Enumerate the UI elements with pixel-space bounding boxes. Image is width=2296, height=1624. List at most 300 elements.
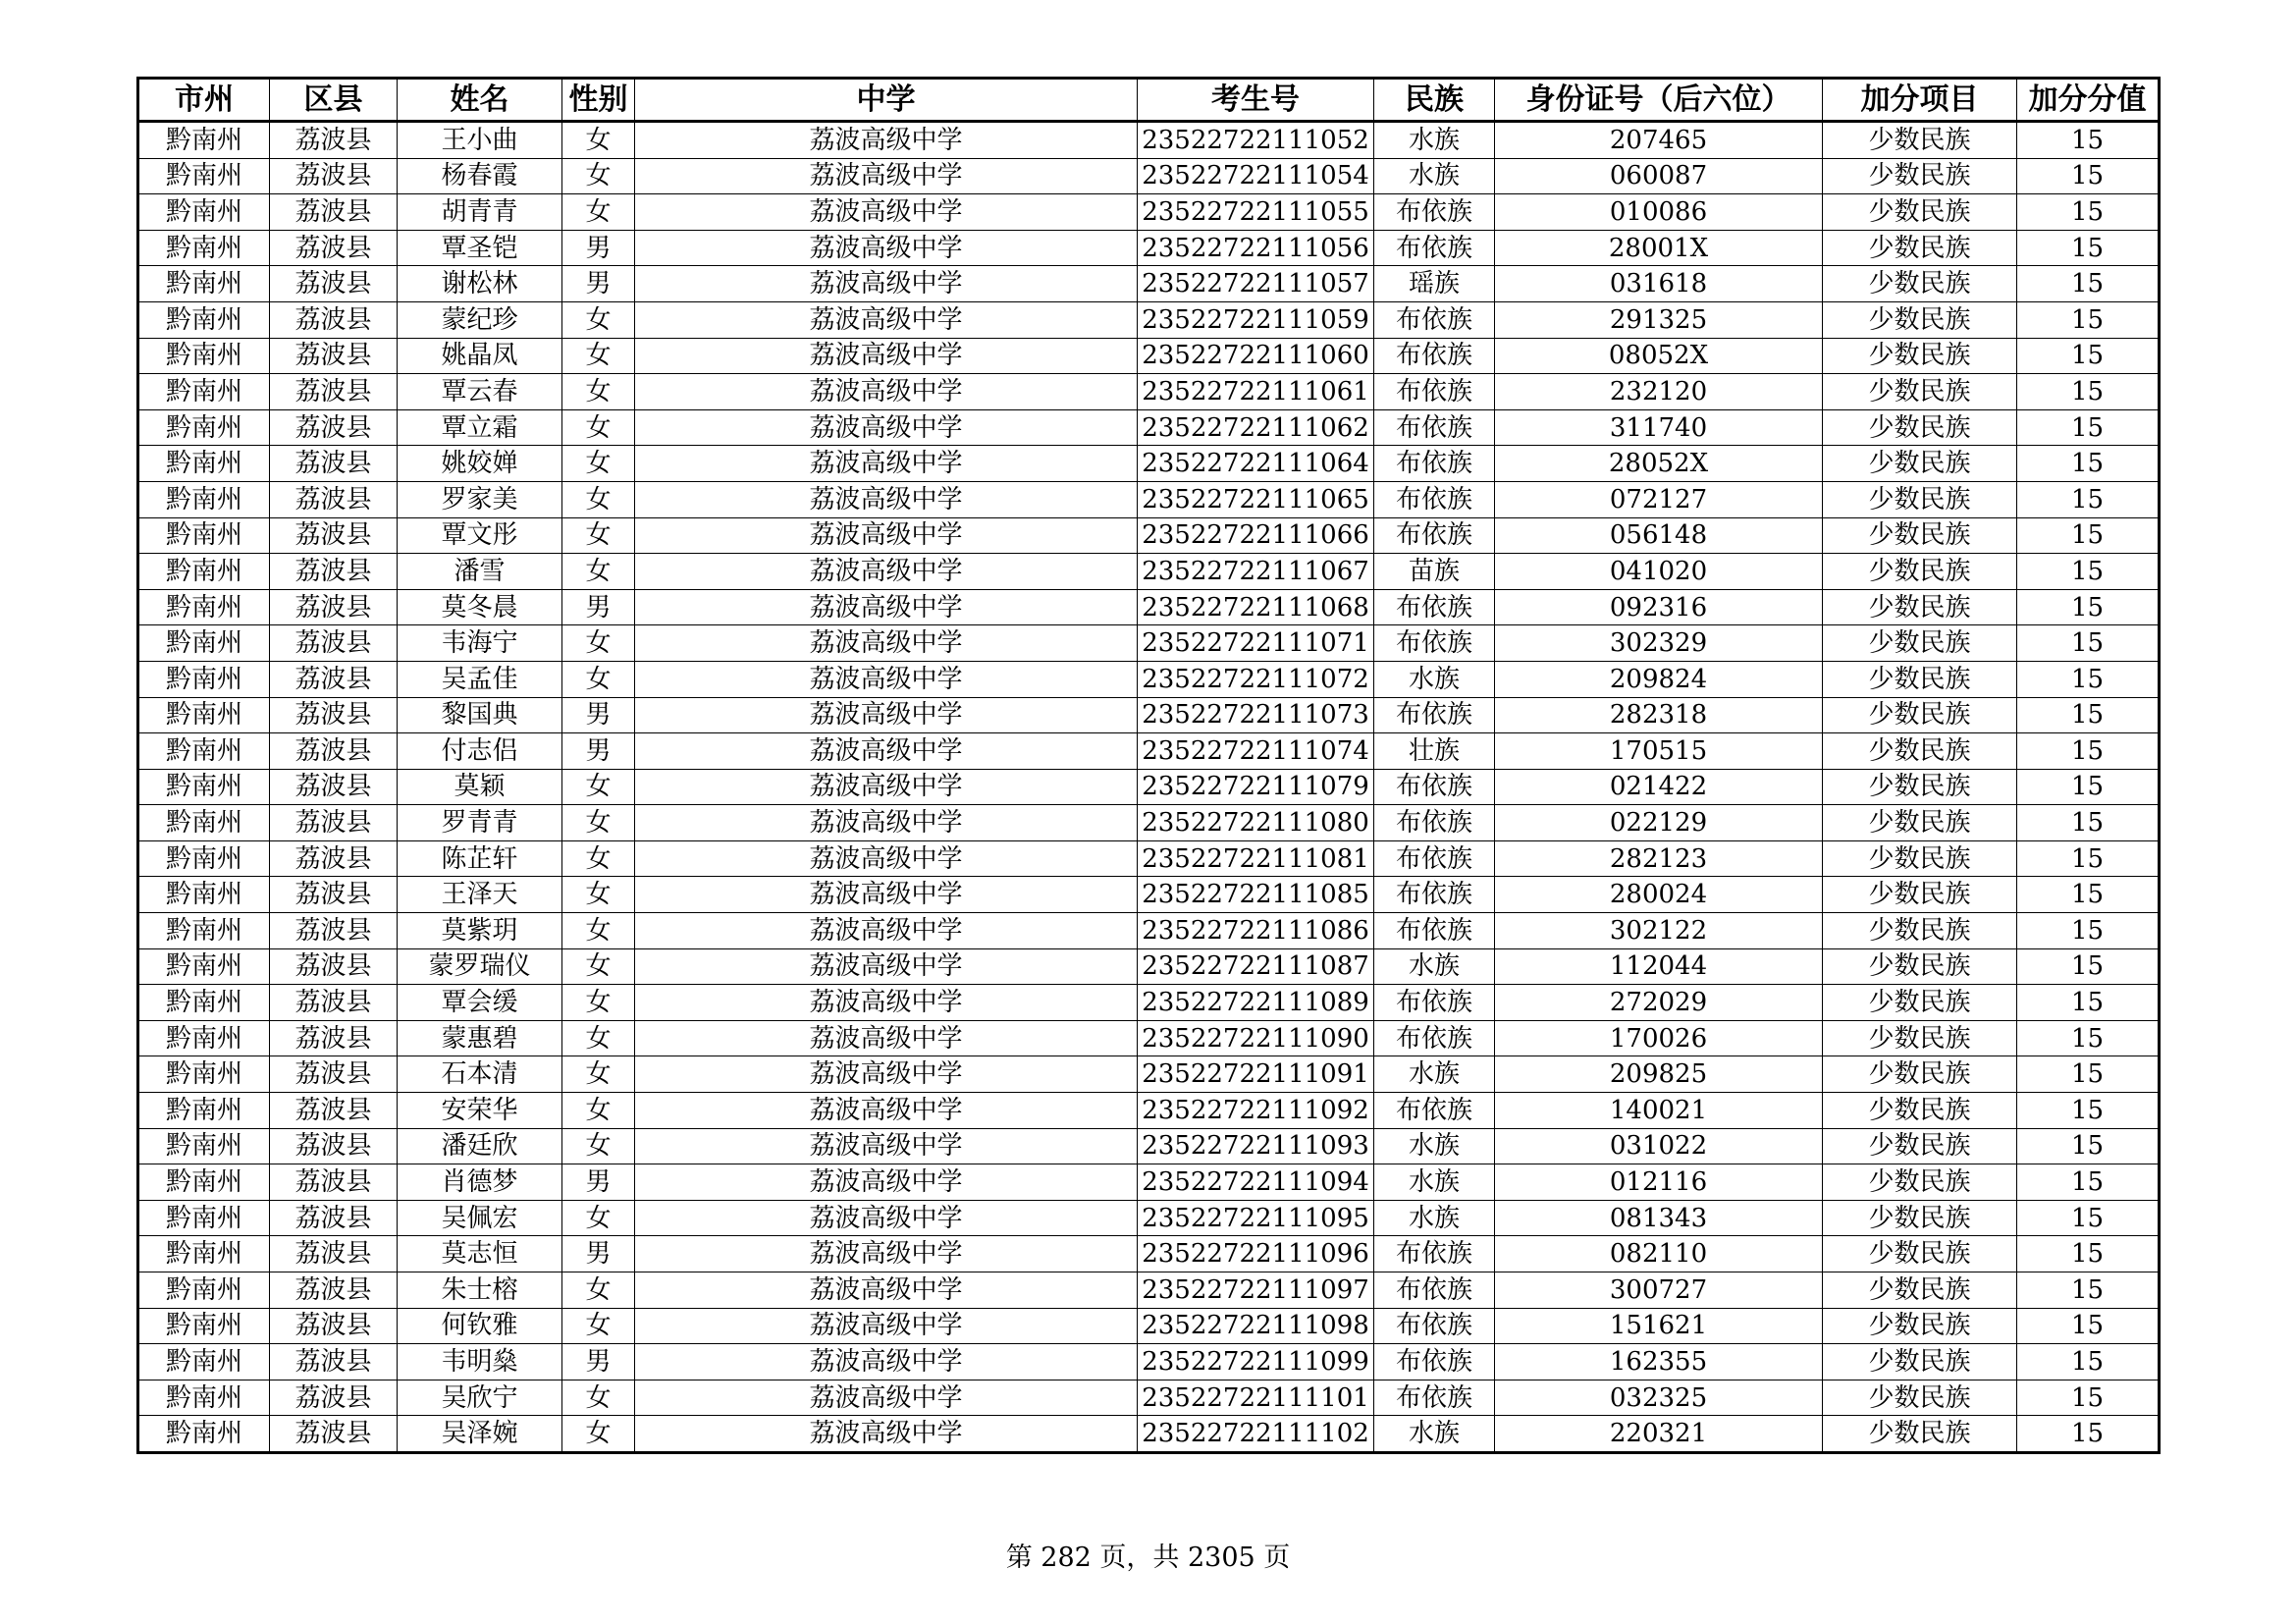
cell-bonus-item: 少数民族	[1823, 409, 2017, 446]
cell-city: 黔南州	[138, 1236, 270, 1272]
cell-city: 黔南州	[138, 1056, 270, 1093]
cell-county: 荔波县	[270, 1236, 398, 1272]
cell-bonus-item: 少数民族	[1823, 589, 2017, 625]
cell-county: 荔波县	[270, 230, 398, 266]
cell-bonus-value: 15	[2017, 1380, 2160, 1416]
cell-name: 韦海宁	[398, 625, 562, 662]
cell-gender: 男	[562, 230, 635, 266]
cell-ethnicity: 布依族	[1374, 446, 1495, 482]
cell-name: 安荣华	[398, 1093, 562, 1129]
cell-gender: 女	[562, 194, 635, 231]
cell-county: 荔波县	[270, 301, 398, 338]
cell-bonus-item: 少数民族	[1823, 913, 2017, 949]
cell-name: 肖德梦	[398, 1164, 562, 1201]
cell-county: 荔波县	[270, 446, 398, 482]
cell-city: 黔南州	[138, 1344, 270, 1380]
cell-school: 荔波高级中学	[635, 409, 1138, 446]
cell-name: 蒙罗瑞仪	[398, 948, 562, 985]
cell-ethnicity: 布依族	[1374, 1236, 1495, 1272]
cell-city: 黔南州	[138, 805, 270, 841]
cell-city: 黔南州	[138, 554, 270, 590]
cell-id-last-six: 021422	[1495, 769, 1823, 805]
cell-id-last-six: 28052X	[1495, 446, 1823, 482]
table-row	[138, 589, 2160, 625]
table-row	[138, 1056, 2160, 1093]
cell-bonus-value: 15	[2017, 1200, 2160, 1236]
cell-id-last-six: 010086	[1495, 194, 1823, 231]
cell-id-last-six: 081343	[1495, 1200, 1823, 1236]
cell-name: 韦明燊	[398, 1344, 562, 1380]
header-exam-number: 考生号	[1138, 79, 1374, 122]
page-footer: 第 282 页，共 2305 页	[1005, 1543, 1291, 1573]
table-row	[138, 1236, 2160, 1272]
cell-ethnicity: 壮族	[1374, 733, 1495, 770]
cell-bonus-value: 15	[2017, 122, 2160, 159]
cell-county: 荔波县	[270, 625, 398, 662]
cell-bonus-value: 15	[2017, 1056, 2160, 1093]
cell-gender: 女	[562, 1020, 635, 1056]
cell-county: 荔波县	[270, 481, 398, 517]
table-row	[138, 948, 2160, 985]
cell-bonus-value: 15	[2017, 948, 2160, 985]
cell-exam-number: 23522722111094	[1138, 1164, 1374, 1201]
cell-gender: 女	[562, 948, 635, 985]
cell-exam-number: 23522722111096	[1138, 1236, 1374, 1272]
cell-bonus-value: 15	[2017, 481, 2160, 517]
cell-city: 黔南州	[138, 1308, 270, 1344]
cell-name: 杨春霞	[398, 158, 562, 194]
cell-bonus-value: 15	[2017, 1416, 2160, 1453]
cell-county: 荔波县	[270, 913, 398, 949]
cell-gender: 女	[562, 625, 635, 662]
cell-city: 黔南州	[138, 840, 270, 877]
cell-school: 荔波高级中学	[635, 266, 1138, 302]
cell-ethnicity: 苗族	[1374, 554, 1495, 590]
cell-gender: 女	[562, 301, 635, 338]
cell-bonus-item: 少数民族	[1823, 481, 2017, 517]
cell-bonus-value: 15	[2017, 338, 2160, 374]
cell-name: 罗青青	[398, 805, 562, 841]
cell-id-last-six: 170026	[1495, 1020, 1823, 1056]
table-row	[138, 733, 2160, 770]
cell-bonus-item: 少数民族	[1823, 301, 2017, 338]
cell-id-last-six: 082110	[1495, 1236, 1823, 1272]
cell-school: 荔波高级中学	[635, 194, 1138, 231]
cell-school: 荔波高级中学	[635, 1344, 1138, 1380]
cell-bonus-value: 15	[2017, 1236, 2160, 1272]
cell-name: 覃圣铠	[398, 230, 562, 266]
cell-gender: 女	[562, 1308, 635, 1344]
cell-gender: 女	[562, 840, 635, 877]
cell-bonus-item: 少数民族	[1823, 805, 2017, 841]
cell-name: 王小曲	[398, 122, 562, 159]
cell-ethnicity: 布依族	[1374, 1308, 1495, 1344]
cell-ethnicity: 布依族	[1374, 481, 1495, 517]
cell-gender: 女	[562, 985, 635, 1021]
cell-exam-number: 23522722111098	[1138, 1308, 1374, 1344]
cell-id-last-six: 207465	[1495, 122, 1823, 159]
cell-county: 荔波县	[270, 338, 398, 374]
cell-name: 潘廷欣	[398, 1128, 562, 1164]
cell-county: 荔波县	[270, 1128, 398, 1164]
cell-id-last-six: 28001X	[1495, 230, 1823, 266]
cell-gender: 女	[562, 877, 635, 913]
cell-bonus-item: 少数民族	[1823, 769, 2017, 805]
cell-county: 荔波县	[270, 554, 398, 590]
cell-exam-number: 23522722111052	[1138, 122, 1374, 159]
cell-name: 吴欣宁	[398, 1380, 562, 1416]
table-row	[138, 1128, 2160, 1164]
cell-school: 荔波高级中学	[635, 338, 1138, 374]
cell-exam-number: 23522722111057	[1138, 266, 1374, 302]
cell-exam-number: 23522722111091	[1138, 1056, 1374, 1093]
cell-name: 王泽天	[398, 877, 562, 913]
cell-ethnicity: 布依族	[1374, 409, 1495, 446]
cell-city: 黔南州	[138, 301, 270, 338]
cell-bonus-value: 15	[2017, 409, 2160, 446]
table-row	[138, 1200, 2160, 1236]
cell-county: 荔波县	[270, 840, 398, 877]
table-row	[138, 1272, 2160, 1309]
cell-ethnicity: 布依族	[1374, 589, 1495, 625]
cell-exam-number: 23522722111092	[1138, 1093, 1374, 1129]
cell-ethnicity: 布依族	[1374, 840, 1495, 877]
cell-bonus-value: 15	[2017, 625, 2160, 662]
table-row	[138, 194, 2160, 231]
cell-name: 石本清	[398, 1056, 562, 1093]
cell-city: 黔南州	[138, 158, 270, 194]
cell-county: 荔波县	[270, 948, 398, 985]
cell-bonus-item: 少数民族	[1823, 554, 2017, 590]
table-row	[138, 374, 2160, 410]
cell-exam-number: 23522722111054	[1138, 158, 1374, 194]
cell-city: 黔南州	[138, 1164, 270, 1201]
cell-city: 黔南州	[138, 697, 270, 733]
cell-id-last-six: 280024	[1495, 877, 1823, 913]
header-bonus-item: 加分项目	[1823, 79, 2017, 122]
cell-exam-number: 23522722111055	[1138, 194, 1374, 231]
cell-name: 姚晶凤	[398, 338, 562, 374]
cell-id-last-six: 022129	[1495, 805, 1823, 841]
cell-name: 吴佩宏	[398, 1200, 562, 1236]
cell-bonus-item: 少数民族	[1823, 1344, 2017, 1380]
cell-bonus-value: 15	[2017, 517, 2160, 554]
cell-bonus-value: 15	[2017, 913, 2160, 949]
cell-exam-number: 23522722111093	[1138, 1128, 1374, 1164]
cell-id-last-six: 282123	[1495, 840, 1823, 877]
cell-ethnicity: 水族	[1374, 1200, 1495, 1236]
cell-school: 荔波高级中学	[635, 1128, 1138, 1164]
table-row	[138, 301, 2160, 338]
cell-gender: 女	[562, 1380, 635, 1416]
cell-bonus-value: 15	[2017, 266, 2160, 302]
cell-bonus-item: 少数民族	[1823, 1093, 2017, 1129]
cell-name: 蒙纪珍	[398, 301, 562, 338]
cell-school: 荔波高级中学	[635, 554, 1138, 590]
cell-county: 荔波县	[270, 1344, 398, 1380]
cell-exam-number: 23522722111102	[1138, 1416, 1374, 1453]
cell-ethnicity: 布依族	[1374, 301, 1495, 338]
cell-bonus-value: 15	[2017, 158, 2160, 194]
cell-county: 荔波县	[270, 805, 398, 841]
cell-id-last-six: 209825	[1495, 1056, 1823, 1093]
cell-id-last-six: 302122	[1495, 913, 1823, 949]
cell-id-last-six: 032325	[1495, 1380, 1823, 1416]
cell-bonus-item: 少数民族	[1823, 1380, 2017, 1416]
cell-id-last-six: 220321	[1495, 1416, 1823, 1453]
cell-name: 何钦雅	[398, 1308, 562, 1344]
cell-bonus-item: 少数民族	[1823, 840, 2017, 877]
cell-exam-number: 23522722111062	[1138, 409, 1374, 446]
cell-gender: 女	[562, 913, 635, 949]
cell-ethnicity: 水族	[1374, 1128, 1495, 1164]
cell-county: 荔波县	[270, 122, 398, 159]
cell-city: 黔南州	[138, 230, 270, 266]
cell-city: 黔南州	[138, 877, 270, 913]
cell-name: 谢松林	[398, 266, 562, 302]
cell-id-last-six: 112044	[1495, 948, 1823, 985]
cell-ethnicity: 布依族	[1374, 1272, 1495, 1309]
cell-gender: 女	[562, 517, 635, 554]
cell-exam-number: 23522722111086	[1138, 913, 1374, 949]
cell-ethnicity: 水族	[1374, 1164, 1495, 1201]
cell-bonus-item: 少数民族	[1823, 625, 2017, 662]
cell-ethnicity: 布依族	[1374, 913, 1495, 949]
cell-bonus-item: 少数民族	[1823, 194, 2017, 231]
cell-ethnicity: 水族	[1374, 158, 1495, 194]
table-row	[138, 338, 2160, 374]
cell-exam-number: 23522722111071	[1138, 625, 1374, 662]
cell-city: 黔南州	[138, 409, 270, 446]
cell-name: 覃会缓	[398, 985, 562, 1021]
cell-county: 荔波县	[270, 661, 398, 697]
table-row	[138, 985, 2160, 1021]
cell-ethnicity: 布依族	[1374, 1344, 1495, 1380]
cell-gender: 男	[562, 266, 635, 302]
cell-name: 罗家美	[398, 481, 562, 517]
cell-bonus-value: 15	[2017, 589, 2160, 625]
cell-bonus-item: 少数民族	[1823, 1272, 2017, 1309]
header-city: 市州	[138, 79, 270, 122]
cell-id-last-six: 041020	[1495, 554, 1823, 590]
cell-school: 荔波高级中学	[635, 985, 1138, 1021]
cell-bonus-value: 15	[2017, 1093, 2160, 1129]
cell-exam-number: 23522722111095	[1138, 1200, 1374, 1236]
cell-bonus-item: 少数民族	[1823, 266, 2017, 302]
cell-school: 荔波高级中学	[635, 122, 1138, 159]
table-header-row	[138, 79, 2160, 122]
cell-exam-number: 23522722111090	[1138, 1020, 1374, 1056]
cell-exam-number: 23522722111081	[1138, 840, 1374, 877]
cell-city: 黔南州	[138, 338, 270, 374]
table-row	[138, 805, 2160, 841]
cell-bonus-value: 15	[2017, 661, 2160, 697]
cell-school: 荔波高级中学	[635, 877, 1138, 913]
table-row	[138, 554, 2160, 590]
cell-ethnicity: 水族	[1374, 1416, 1495, 1453]
bonus-points-table	[136, 77, 2161, 1454]
cell-id-last-six: 056148	[1495, 517, 1823, 554]
cell-county: 荔波县	[270, 517, 398, 554]
cell-gender: 女	[562, 122, 635, 159]
cell-exam-number: 23522722111060	[1138, 338, 1374, 374]
table-row	[138, 409, 2160, 446]
cell-bonus-value: 15	[2017, 446, 2160, 482]
cell-county: 荔波县	[270, 733, 398, 770]
cell-city: 黔南州	[138, 733, 270, 770]
cell-gender: 女	[562, 1416, 635, 1453]
cell-id-last-six: 012116	[1495, 1164, 1823, 1201]
table-row	[138, 1416, 2160, 1453]
cell-name: 付志侣	[398, 733, 562, 770]
table-row	[138, 913, 2160, 949]
cell-school: 荔波高级中学	[635, 769, 1138, 805]
table-row	[138, 625, 2160, 662]
cell-school: 荔波高级中学	[635, 1020, 1138, 1056]
header-ethnicity: 民族	[1374, 79, 1495, 122]
cell-gender: 女	[562, 769, 635, 805]
cell-gender: 女	[562, 409, 635, 446]
cell-exam-number: 23522722111087	[1138, 948, 1374, 985]
cell-city: 黔南州	[138, 985, 270, 1021]
cell-ethnicity: 布依族	[1374, 877, 1495, 913]
header-name: 姓名	[398, 79, 562, 122]
cell-gender: 女	[562, 1272, 635, 1309]
cell-school: 荔波高级中学	[635, 158, 1138, 194]
cell-ethnicity: 瑶族	[1374, 266, 1495, 302]
cell-county: 荔波县	[270, 266, 398, 302]
cell-city: 黔南州	[138, 589, 270, 625]
table-row	[138, 158, 2160, 194]
cell-bonus-value: 15	[2017, 840, 2160, 877]
cell-ethnicity: 布依族	[1374, 194, 1495, 231]
cell-school: 荔波高级中学	[635, 913, 1138, 949]
cell-bonus-item: 少数民族	[1823, 1200, 2017, 1236]
cell-bonus-value: 15	[2017, 733, 2160, 770]
cell-name: 莫冬晨	[398, 589, 562, 625]
cell-bonus-value: 15	[2017, 1308, 2160, 1344]
table-row	[138, 481, 2160, 517]
cell-name: 吴孟佳	[398, 661, 562, 697]
cell-ethnicity: 布依族	[1374, 230, 1495, 266]
cell-school: 荔波高级中学	[635, 948, 1138, 985]
cell-name: 姚姣婵	[398, 446, 562, 482]
cell-county: 荔波县	[270, 1308, 398, 1344]
cell-name: 覃云春	[398, 374, 562, 410]
cell-school: 荔波高级中学	[635, 1308, 1138, 1344]
cell-name: 覃文彤	[398, 517, 562, 554]
cell-county: 荔波县	[270, 194, 398, 231]
cell-name: 胡青青	[398, 194, 562, 231]
table-row	[138, 769, 2160, 805]
cell-ethnicity: 布依族	[1374, 625, 1495, 662]
cell-ethnicity: 布依族	[1374, 1093, 1495, 1129]
table-row	[138, 517, 2160, 554]
cell-city: 黔南州	[138, 1272, 270, 1309]
table-row	[138, 1093, 2160, 1129]
cell-gender: 女	[562, 661, 635, 697]
cell-bonus-value: 15	[2017, 1344, 2160, 1380]
cell-id-last-six: 282318	[1495, 697, 1823, 733]
cell-city: 黔南州	[138, 661, 270, 697]
cell-ethnicity: 布依族	[1374, 805, 1495, 841]
cell-bonus-item: 少数民族	[1823, 661, 2017, 697]
cell-exam-number: 23522722111061	[1138, 374, 1374, 410]
cell-city: 黔南州	[138, 1128, 270, 1164]
cell-bonus-item: 少数民族	[1823, 733, 2017, 770]
cell-bonus-item: 少数民族	[1823, 1236, 2017, 1272]
cell-bonus-value: 15	[2017, 985, 2160, 1021]
cell-bonus-item: 少数民族	[1823, 1128, 2017, 1164]
cell-id-last-six: 272029	[1495, 985, 1823, 1021]
cell-school: 荔波高级中学	[635, 481, 1138, 517]
cell-city: 黔南州	[138, 481, 270, 517]
cell-exam-number: 23522722111059	[1138, 301, 1374, 338]
cell-bonus-item: 少数民族	[1823, 1308, 2017, 1344]
cell-city: 黔南州	[138, 446, 270, 482]
cell-exam-number: 23522722111073	[1138, 697, 1374, 733]
cell-exam-number: 23522722111056	[1138, 230, 1374, 266]
cell-school: 荔波高级中学	[635, 1236, 1138, 1272]
cell-gender: 女	[562, 374, 635, 410]
cell-exam-number: 23522722111065	[1138, 481, 1374, 517]
cell-bonus-value: 15	[2017, 301, 2160, 338]
cell-gender: 女	[562, 446, 635, 482]
cell-exam-number: 23522722111085	[1138, 877, 1374, 913]
table-row	[138, 1380, 2160, 1416]
cell-bonus-value: 15	[2017, 1020, 2160, 1056]
cell-county: 荔波县	[270, 589, 398, 625]
cell-city: 黔南州	[138, 1020, 270, 1056]
cell-county: 荔波县	[270, 158, 398, 194]
cell-id-last-six: 170515	[1495, 733, 1823, 770]
cell-id-last-six: 311740	[1495, 409, 1823, 446]
cell-city: 黔南州	[138, 517, 270, 554]
cell-name: 莫志恒	[398, 1236, 562, 1272]
cell-name: 吴泽婉	[398, 1416, 562, 1453]
cell-id-last-six: 162355	[1495, 1344, 1823, 1380]
cell-bonus-item: 少数民族	[1823, 697, 2017, 733]
cell-exam-number: 23522722111080	[1138, 805, 1374, 841]
cell-bonus-item: 少数民族	[1823, 158, 2017, 194]
cell-county: 荔波县	[270, 1093, 398, 1129]
table-row	[138, 446, 2160, 482]
cell-gender: 男	[562, 733, 635, 770]
cell-county: 荔波县	[270, 1380, 398, 1416]
cell-city: 黔南州	[138, 769, 270, 805]
cell-school: 荔波高级中学	[635, 589, 1138, 625]
cell-ethnicity: 水族	[1374, 661, 1495, 697]
cell-bonus-value: 15	[2017, 877, 2160, 913]
cell-exam-number: 23522722111089	[1138, 985, 1374, 1021]
cell-bonus-item: 少数民族	[1823, 122, 2017, 159]
table-row	[138, 840, 2160, 877]
cell-exam-number: 23522722111064	[1138, 446, 1374, 482]
cell-bonus-value: 15	[2017, 230, 2160, 266]
table-row	[138, 1308, 2160, 1344]
cell-id-last-six: 140021	[1495, 1093, 1823, 1129]
cell-name: 莫颖	[398, 769, 562, 805]
cell-id-last-six: 060087	[1495, 158, 1823, 194]
cell-name: 覃立霜	[398, 409, 562, 446]
cell-school: 荔波高级中学	[635, 1272, 1138, 1309]
cell-bonus-item: 少数民族	[1823, 948, 2017, 985]
cell-exam-number: 23522722111079	[1138, 769, 1374, 805]
cell-gender: 男	[562, 589, 635, 625]
cell-ethnicity: 布依族	[1374, 338, 1495, 374]
cell-county: 荔波县	[270, 985, 398, 1021]
table-row	[138, 266, 2160, 302]
